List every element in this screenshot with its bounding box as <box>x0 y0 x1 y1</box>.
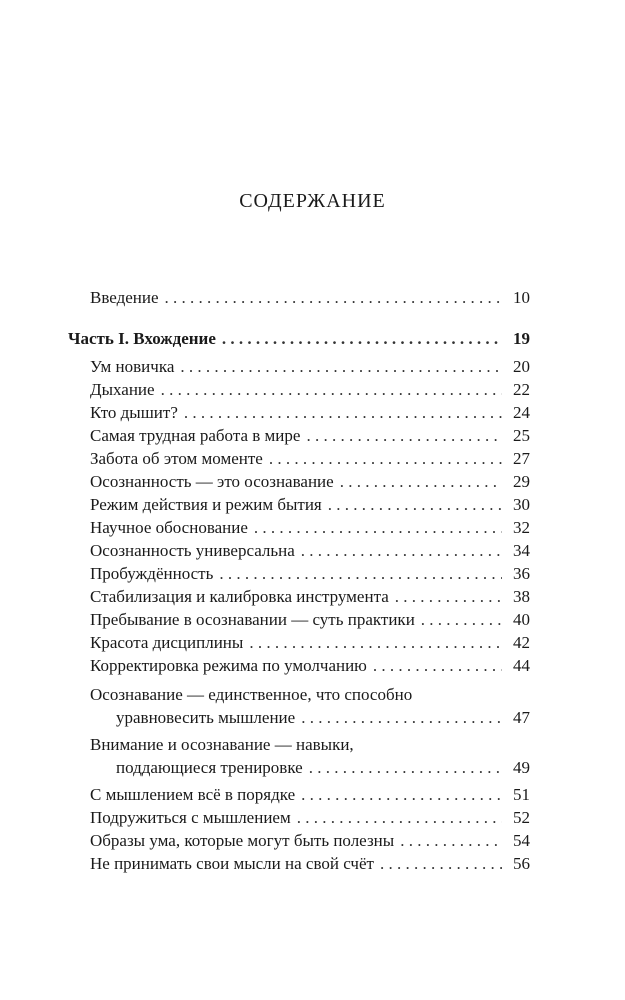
toc-entry <box>90 540 530 562</box>
toc-page-number: 22 <box>513 380 530 399</box>
toc-leader-dots <box>180 356 502 378</box>
toc-entry-title: Стабилизация и калибровка инструмента <box>90 587 389 606</box>
toc-entry-title: Дыхание <box>90 380 155 399</box>
toc-page-number: 40 <box>513 610 530 629</box>
toc-page-number: 30 <box>513 495 530 514</box>
toc-entry-title: Часть I. Вхождение <box>68 329 216 348</box>
toc-leader-dots <box>297 807 502 829</box>
toc-entry-title: Пребывание в осознавании — суть практики <box>90 610 415 629</box>
toc-leader-dots <box>161 379 502 401</box>
toc-entry <box>90 471 530 493</box>
toc-leader-dots <box>306 425 502 447</box>
toc-entry <box>90 517 530 539</box>
toc-entry <box>90 807 530 829</box>
toc-entry <box>90 853 530 875</box>
toc-leader-dots <box>328 494 502 516</box>
toc-entry <box>90 609 530 631</box>
toc-entry-title: Осознанность универсальна <box>90 541 295 560</box>
toc-leader-dots <box>373 655 502 677</box>
toc-entry <box>90 563 530 585</box>
toc-leader-dots <box>165 287 502 309</box>
toc-entry-title: Осознанность — это осознавание <box>90 472 334 491</box>
toc-entry <box>90 379 530 401</box>
toc-page-number: 25 <box>513 426 530 445</box>
toc-page-number: 32 <box>513 518 530 537</box>
toc-page-number: 24 <box>513 403 530 422</box>
toc-leader-dots <box>269 448 502 470</box>
toc-page-number: 27 <box>513 449 530 468</box>
toc-leader-dots <box>301 784 502 806</box>
toc-leader-dots <box>249 632 502 654</box>
toc-leader-dots <box>184 402 502 424</box>
toc-leader-dots <box>219 563 502 585</box>
toc-leader-dots <box>400 830 502 852</box>
toc-page-number: 42 <box>513 633 530 652</box>
toc-entry <box>90 402 530 424</box>
toc-entry-title-line1: Осознавание — единственное, что способно <box>90 685 413 704</box>
toc-leader-dots <box>254 517 502 539</box>
toc-leader-dots <box>340 471 502 493</box>
toc-leader-dots <box>421 609 502 631</box>
toc-entry-title: Пробуждённость <box>90 564 214 583</box>
toc-leader-dots <box>301 540 502 562</box>
toc-entry <box>90 632 530 654</box>
toc-entry-title: Научное обоснование <box>90 518 248 537</box>
toc-entry-title: Забота об этом моменте <box>90 449 263 468</box>
toc-page-number: 44 <box>513 656 530 675</box>
toc-leader-dots <box>222 328 502 350</box>
toc-entry-title: Не принимать свои мысли на свой счёт <box>90 854 374 873</box>
toc-entry <box>90 784 530 806</box>
toc-page-number: 36 <box>513 564 530 583</box>
toc-page-number: 38 <box>513 587 530 606</box>
toc-page-number: 49 <box>513 758 530 777</box>
toc-part-heading <box>68 328 530 350</box>
toc-page-number: 10 <box>513 288 530 307</box>
toc-page-number: 47 <box>513 708 530 727</box>
toc-leader-dots <box>309 757 502 779</box>
toc-entry-title: Корректировка режима по умолчанию <box>90 656 367 675</box>
toc-entry-title: Самая трудная работа в мире <box>90 426 301 445</box>
toc-entry-title: Режим действия и режим бытия <box>90 495 322 514</box>
toc-page-number: 54 <box>513 831 530 850</box>
toc-entry <box>90 494 530 516</box>
toc-entry <box>90 830 530 852</box>
toc-leader-dots <box>301 707 502 729</box>
toc-page-number: 29 <box>513 472 530 491</box>
toc-page-number: 52 <box>513 808 530 827</box>
toc-page-number: 51 <box>513 785 530 804</box>
toc-entry-title: поддающиеся тренировке <box>116 758 303 777</box>
toc-entry-title-line1: Внимание и осознавание — навыки, <box>90 735 354 754</box>
toc-entry <box>116 707 530 729</box>
toc-page-number: 34 <box>513 541 530 560</box>
toc-entry-title: С мышлением всё в порядке <box>90 785 296 804</box>
toc-entry <box>90 448 530 470</box>
toc-leader-dots <box>380 853 502 875</box>
toc-page-number: 20 <box>513 357 530 376</box>
toc-entry <box>90 425 530 447</box>
toc-entry-introduction <box>90 287 530 309</box>
toc-entry <box>90 655 530 677</box>
toc-entry-title: Образы ума, которые могут быть полезны <box>90 831 395 850</box>
toc-entry-title: Красота дисциплины <box>90 633 244 652</box>
toc-entry-title: Кто дышит? <box>90 403 178 422</box>
toc-entry <box>90 356 530 378</box>
page-title: СОДЕРЖАНИЕ <box>239 190 386 212</box>
toc-entry <box>90 586 530 608</box>
toc-leader-dots <box>395 586 502 608</box>
toc-entry-title: Введение <box>90 288 159 307</box>
toc-entry <box>116 757 530 779</box>
toc-page-number: 19 <box>513 329 530 348</box>
toc-page-number: 56 <box>513 854 530 873</box>
toc-entry-title: уравновесить мышление <box>116 708 296 727</box>
toc-entry-title: Подружиться с мышлением <box>90 808 291 827</box>
toc-entry-title: Ум новичка <box>90 357 175 376</box>
